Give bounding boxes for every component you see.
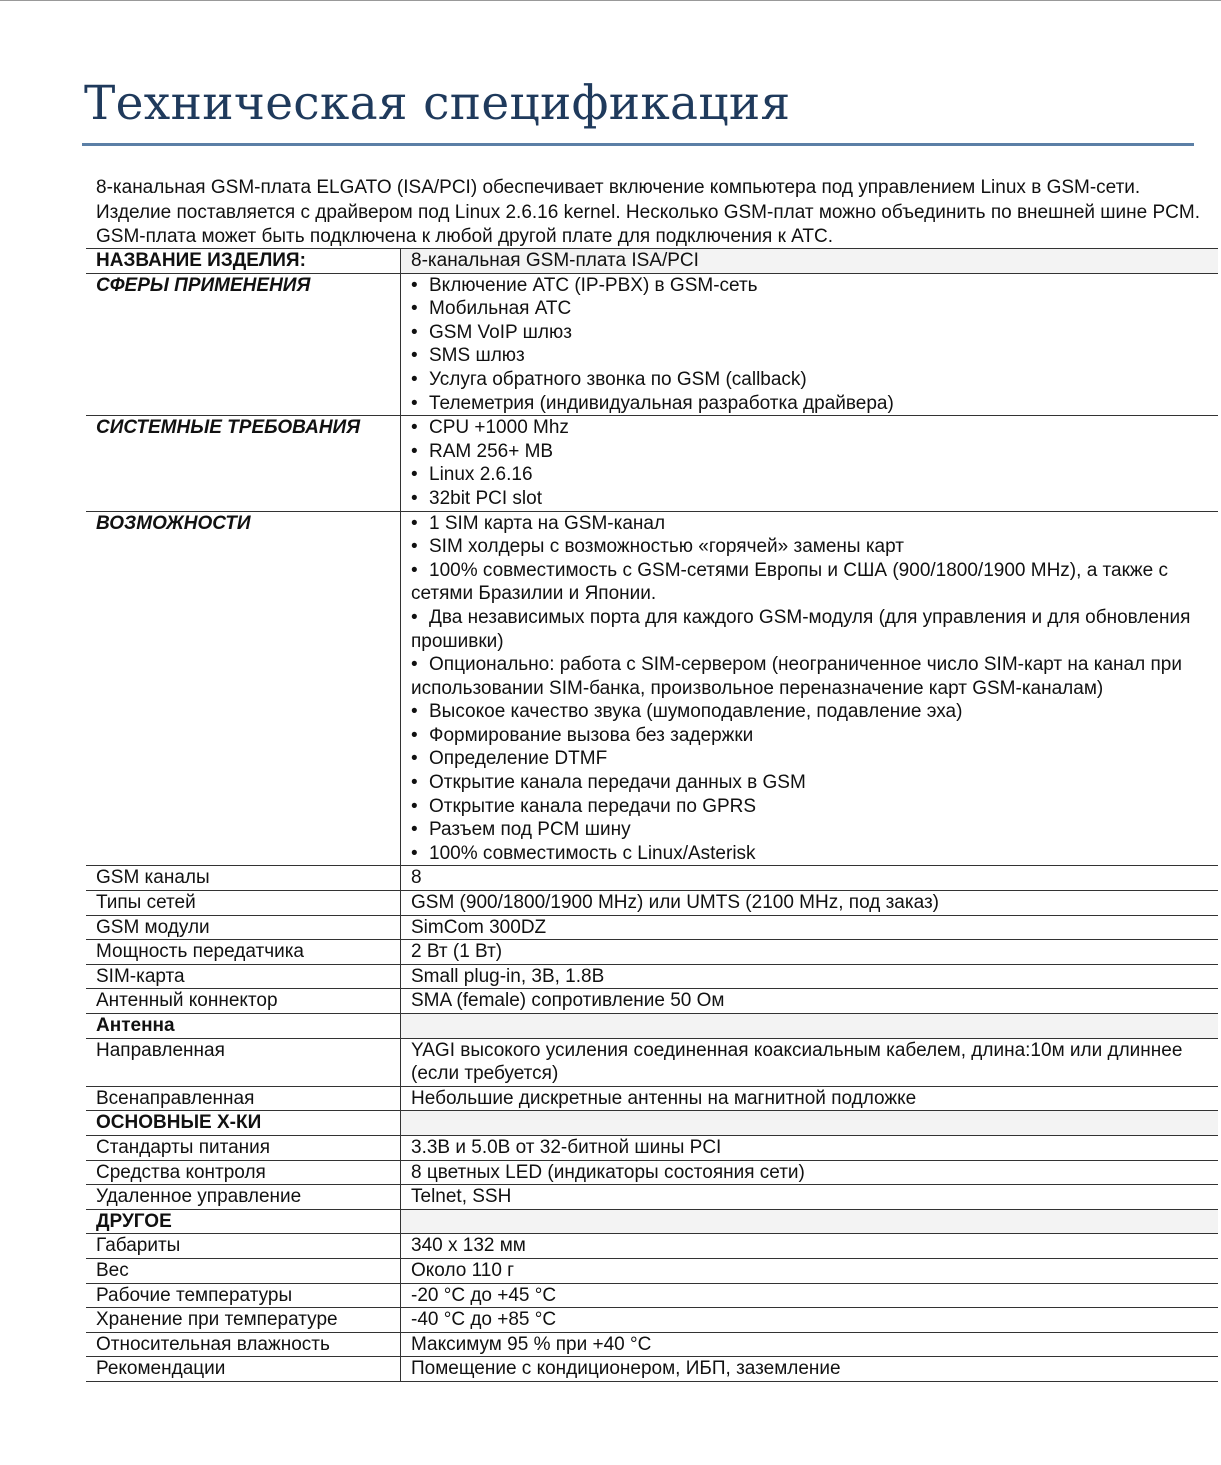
spec-label: GSM каналы xyxy=(86,866,401,891)
list-item-text: Высокое качество звука (шумоподавление, подавление эха) xyxy=(429,701,963,723)
bullet-icon: • xyxy=(411,819,418,841)
spec-label: Рабочие температуры xyxy=(86,1283,401,1308)
title-underline xyxy=(82,143,1194,146)
product-label: НАЗВАНИЕ ИЗДЕЛИЯ: xyxy=(86,249,401,274)
list-item xyxy=(411,700,1212,724)
list-item xyxy=(411,771,1212,795)
spec-row xyxy=(86,1234,1218,1259)
list-item-text: Формирование вызова без задержки xyxy=(429,724,754,746)
spec-label: Типы сетей xyxy=(86,891,401,916)
spec-label: Всенаправленная xyxy=(86,1086,401,1111)
list-item-text: Мобильная АТС xyxy=(429,298,572,320)
list-item-text: SMS шлюз xyxy=(429,345,525,367)
list-item-text: Услуга обратного звонка по GSM (callback) xyxy=(429,368,807,390)
section-heading: ОСНОВНЫЕ Х-КИ xyxy=(86,1111,401,1136)
bullet-icon: • xyxy=(411,274,418,296)
section-row xyxy=(86,1209,1218,1234)
list-item xyxy=(411,535,1212,559)
list-item-text: RAM 256+ MB xyxy=(429,440,554,462)
spec-row xyxy=(86,1283,1218,1308)
spec-table xyxy=(86,248,1218,1382)
product-value: 8-канальная GSM-плата ISA/PCI xyxy=(401,249,1219,274)
list-item xyxy=(411,297,1212,321)
list-item-text: CPU +1000 Mhz xyxy=(429,417,569,439)
features-row xyxy=(86,511,1218,866)
list-item xyxy=(411,463,1212,487)
spec-row xyxy=(86,1038,1218,1086)
requirements-row xyxy=(86,416,1218,511)
list-item-text: Открытие канала передачи по GPRS xyxy=(429,795,757,817)
spec-label: Стандарты питания xyxy=(86,1135,401,1160)
spec-label: Относительная влажность xyxy=(86,1332,401,1357)
bullet-icon: • xyxy=(411,298,418,320)
section-blank xyxy=(401,1111,1219,1136)
spec-row xyxy=(86,1086,1218,1111)
bullet-icon: • xyxy=(411,654,418,676)
list-item xyxy=(411,818,1212,842)
spec-value: 8 цветных LED (индикаторы состояния сети) xyxy=(401,1160,1219,1185)
spec-row xyxy=(86,866,1218,891)
spec-row xyxy=(86,1135,1218,1160)
features-label: ВОЗМОЖНОСТИ xyxy=(86,511,401,866)
list-item xyxy=(411,512,1212,536)
spec-value: Максимум 95 % при +40 °С xyxy=(401,1332,1219,1357)
spec-label: Направленная xyxy=(86,1038,401,1086)
top-border xyxy=(0,0,1221,1)
spec-label: GSM модули xyxy=(86,915,401,940)
bullet-icon: • xyxy=(411,368,418,390)
list-item xyxy=(411,653,1212,700)
list-item-text: Linux 2.6.16 xyxy=(429,464,533,486)
bullet-icon: • xyxy=(411,512,418,534)
spec-value: Small plug-in, 3В, 1.8В xyxy=(401,964,1219,989)
spec-value: -40 °С до +85 °С xyxy=(401,1308,1219,1333)
bullet-icon: • xyxy=(411,417,418,439)
bullet-icon: • xyxy=(411,321,418,343)
list-item-text: Разъем под PCM шину xyxy=(429,819,631,841)
bullet-icon: • xyxy=(411,536,418,558)
spec-value: Telnet, SSH xyxy=(401,1185,1219,1210)
spec-label: Антенный коннектор xyxy=(86,989,401,1014)
spec-row xyxy=(86,1308,1218,1333)
bullet-icon: • xyxy=(411,842,418,864)
list-item xyxy=(411,559,1212,606)
bullet-icon: • xyxy=(411,606,418,628)
list-item xyxy=(411,606,1212,653)
list-item xyxy=(411,321,1212,345)
applications-row xyxy=(86,273,1218,416)
bullet-icon: • xyxy=(411,701,418,723)
bullet-icon: • xyxy=(411,772,418,794)
requirements-list xyxy=(411,416,1212,510)
spec-row xyxy=(86,1357,1218,1382)
spec-label: Вес xyxy=(86,1258,401,1283)
page-title: Техническая спецификация xyxy=(84,76,791,131)
list-item-text: SIM холдеры с возможностью «горячей» замены карт xyxy=(429,536,904,558)
spec-row xyxy=(86,891,1218,916)
section-row xyxy=(86,1111,1218,1136)
spec-value: 3.3В и 5.0В от 32-битной шины PCI xyxy=(401,1135,1219,1160)
spec-row xyxy=(86,1185,1218,1210)
spec-label: Мощность передатчика xyxy=(86,940,401,965)
spec-value: 8 xyxy=(401,866,1219,891)
spec-row xyxy=(86,1332,1218,1357)
spec-label: Средства контроля xyxy=(86,1160,401,1185)
bullet-icon: • xyxy=(411,487,418,509)
spec-value: SimCom 300DZ xyxy=(401,915,1219,940)
spec-row xyxy=(86,989,1218,1014)
list-item-text: 100% совместимость с GSM-сетями Европы и США (900/1800/1900 MHz), а также с сетями Бразилии и Японии. xyxy=(411,559,1168,605)
spec-label: Удаленное управление xyxy=(86,1185,401,1210)
spec-row xyxy=(86,964,1218,989)
intro-paragraph: 8-канальная GSM-плата ELGATO (ISA/PCI) обеспечивает включение компьютера под управлением Linux в GSM-сети. Изделие поставляется с драйвером под Linux 2.6.16 kernel. Несколько GSM-плат можно объединить по внешней шине PCM. GSM-плата может быть подключена к любой другой плате для подключения к АТС. xyxy=(96,177,1201,247)
spec-value: Помещение с кондиционером, ИБП, заземление xyxy=(401,1357,1219,1382)
spec-value: GSM (900/1800/1900 MHz) или UMTS (2100 MHz, под заказ) xyxy=(401,891,1219,916)
list-item-text: Телеметрия (индивидуальная разработка драйвера) xyxy=(429,392,894,414)
product-row xyxy=(86,249,1218,274)
bullet-icon: • xyxy=(411,440,418,462)
spec-value: 2 Вт (1 Вт) xyxy=(401,940,1219,965)
features-list xyxy=(411,512,1212,866)
section-blank xyxy=(401,1209,1219,1234)
spec-label: SIM-карта xyxy=(86,964,401,989)
list-item xyxy=(411,344,1212,368)
list-item-text: GSM VoIP шлюз xyxy=(429,321,572,343)
requirements-label: СИСТЕМНЫЕ ТРЕБОВАНИЯ xyxy=(86,416,401,511)
list-item xyxy=(411,392,1212,416)
spec-value: YAGI высокого усиления соединенная коаксиальным кабелем, длина:10м или длиннее (если требуется) xyxy=(401,1038,1219,1086)
spec-value: Около 110 г xyxy=(401,1258,1219,1283)
bullet-icon: • xyxy=(411,748,418,770)
list-item xyxy=(411,440,1212,464)
list-item xyxy=(411,368,1212,392)
bullet-icon: • xyxy=(411,559,418,581)
spec-label: Рекомендации xyxy=(86,1357,401,1382)
list-item xyxy=(411,795,1212,819)
spec-row xyxy=(86,1258,1218,1283)
spec-value: 340 x 132 мм xyxy=(401,1234,1219,1259)
list-item-text: Опционально: работа с SIM-сервером (неограниченное число SIM-карт на канал при использовании SIM-банка, произвольное переназначение карт GSM-каналам) xyxy=(411,654,1182,699)
section-heading: Антенна xyxy=(86,1014,401,1039)
list-item xyxy=(411,842,1212,866)
list-item xyxy=(411,487,1212,511)
list-item-text: Открытие канала передачи данных в GSM xyxy=(429,772,806,794)
list-item xyxy=(411,724,1212,748)
bullet-icon: • xyxy=(411,392,418,414)
spec-label: Габариты xyxy=(86,1234,401,1259)
bullet-icon: • xyxy=(411,795,418,817)
section-row xyxy=(86,1014,1218,1039)
list-item xyxy=(411,747,1212,771)
list-item xyxy=(411,416,1212,440)
section-blank xyxy=(401,1014,1219,1039)
section-heading: ДРУГОЕ xyxy=(86,1209,401,1234)
applications-list xyxy=(411,274,1212,416)
spec-value: Небольшие дискретные антенны на магнитной подложке xyxy=(401,1086,1219,1111)
list-item-text: 32bit PCI slot xyxy=(429,487,542,509)
spec-row xyxy=(86,940,1218,965)
list-item-text: 1 SIM карта на GSM-канал xyxy=(429,512,666,534)
list-item-text: 100% совместимость с Linux/Asterisk xyxy=(429,842,756,864)
list-item-text: Определение DTMF xyxy=(429,748,608,770)
bullet-icon: • xyxy=(411,464,418,486)
applications-label: СФЕРЫ ПРИМЕНЕНИЯ xyxy=(86,273,401,416)
spec-value: -20 °С до +45 °С xyxy=(401,1283,1219,1308)
spec-value: SMA (female) сопротивление 50 Ом xyxy=(401,989,1219,1014)
list-item xyxy=(411,274,1212,298)
spec-label: Хранение при температуре xyxy=(86,1308,401,1333)
list-item-text: Два независимых порта для каждого GSM-модуля (для управления и для обновления прошивки) xyxy=(411,606,1191,652)
bullet-icon: • xyxy=(411,724,418,746)
bullet-icon: • xyxy=(411,345,418,367)
spec-row xyxy=(86,915,1218,940)
spec-row xyxy=(86,1160,1218,1185)
list-item-text: Включение АТС (IP-PBX) в GSM-сеть xyxy=(429,274,758,296)
